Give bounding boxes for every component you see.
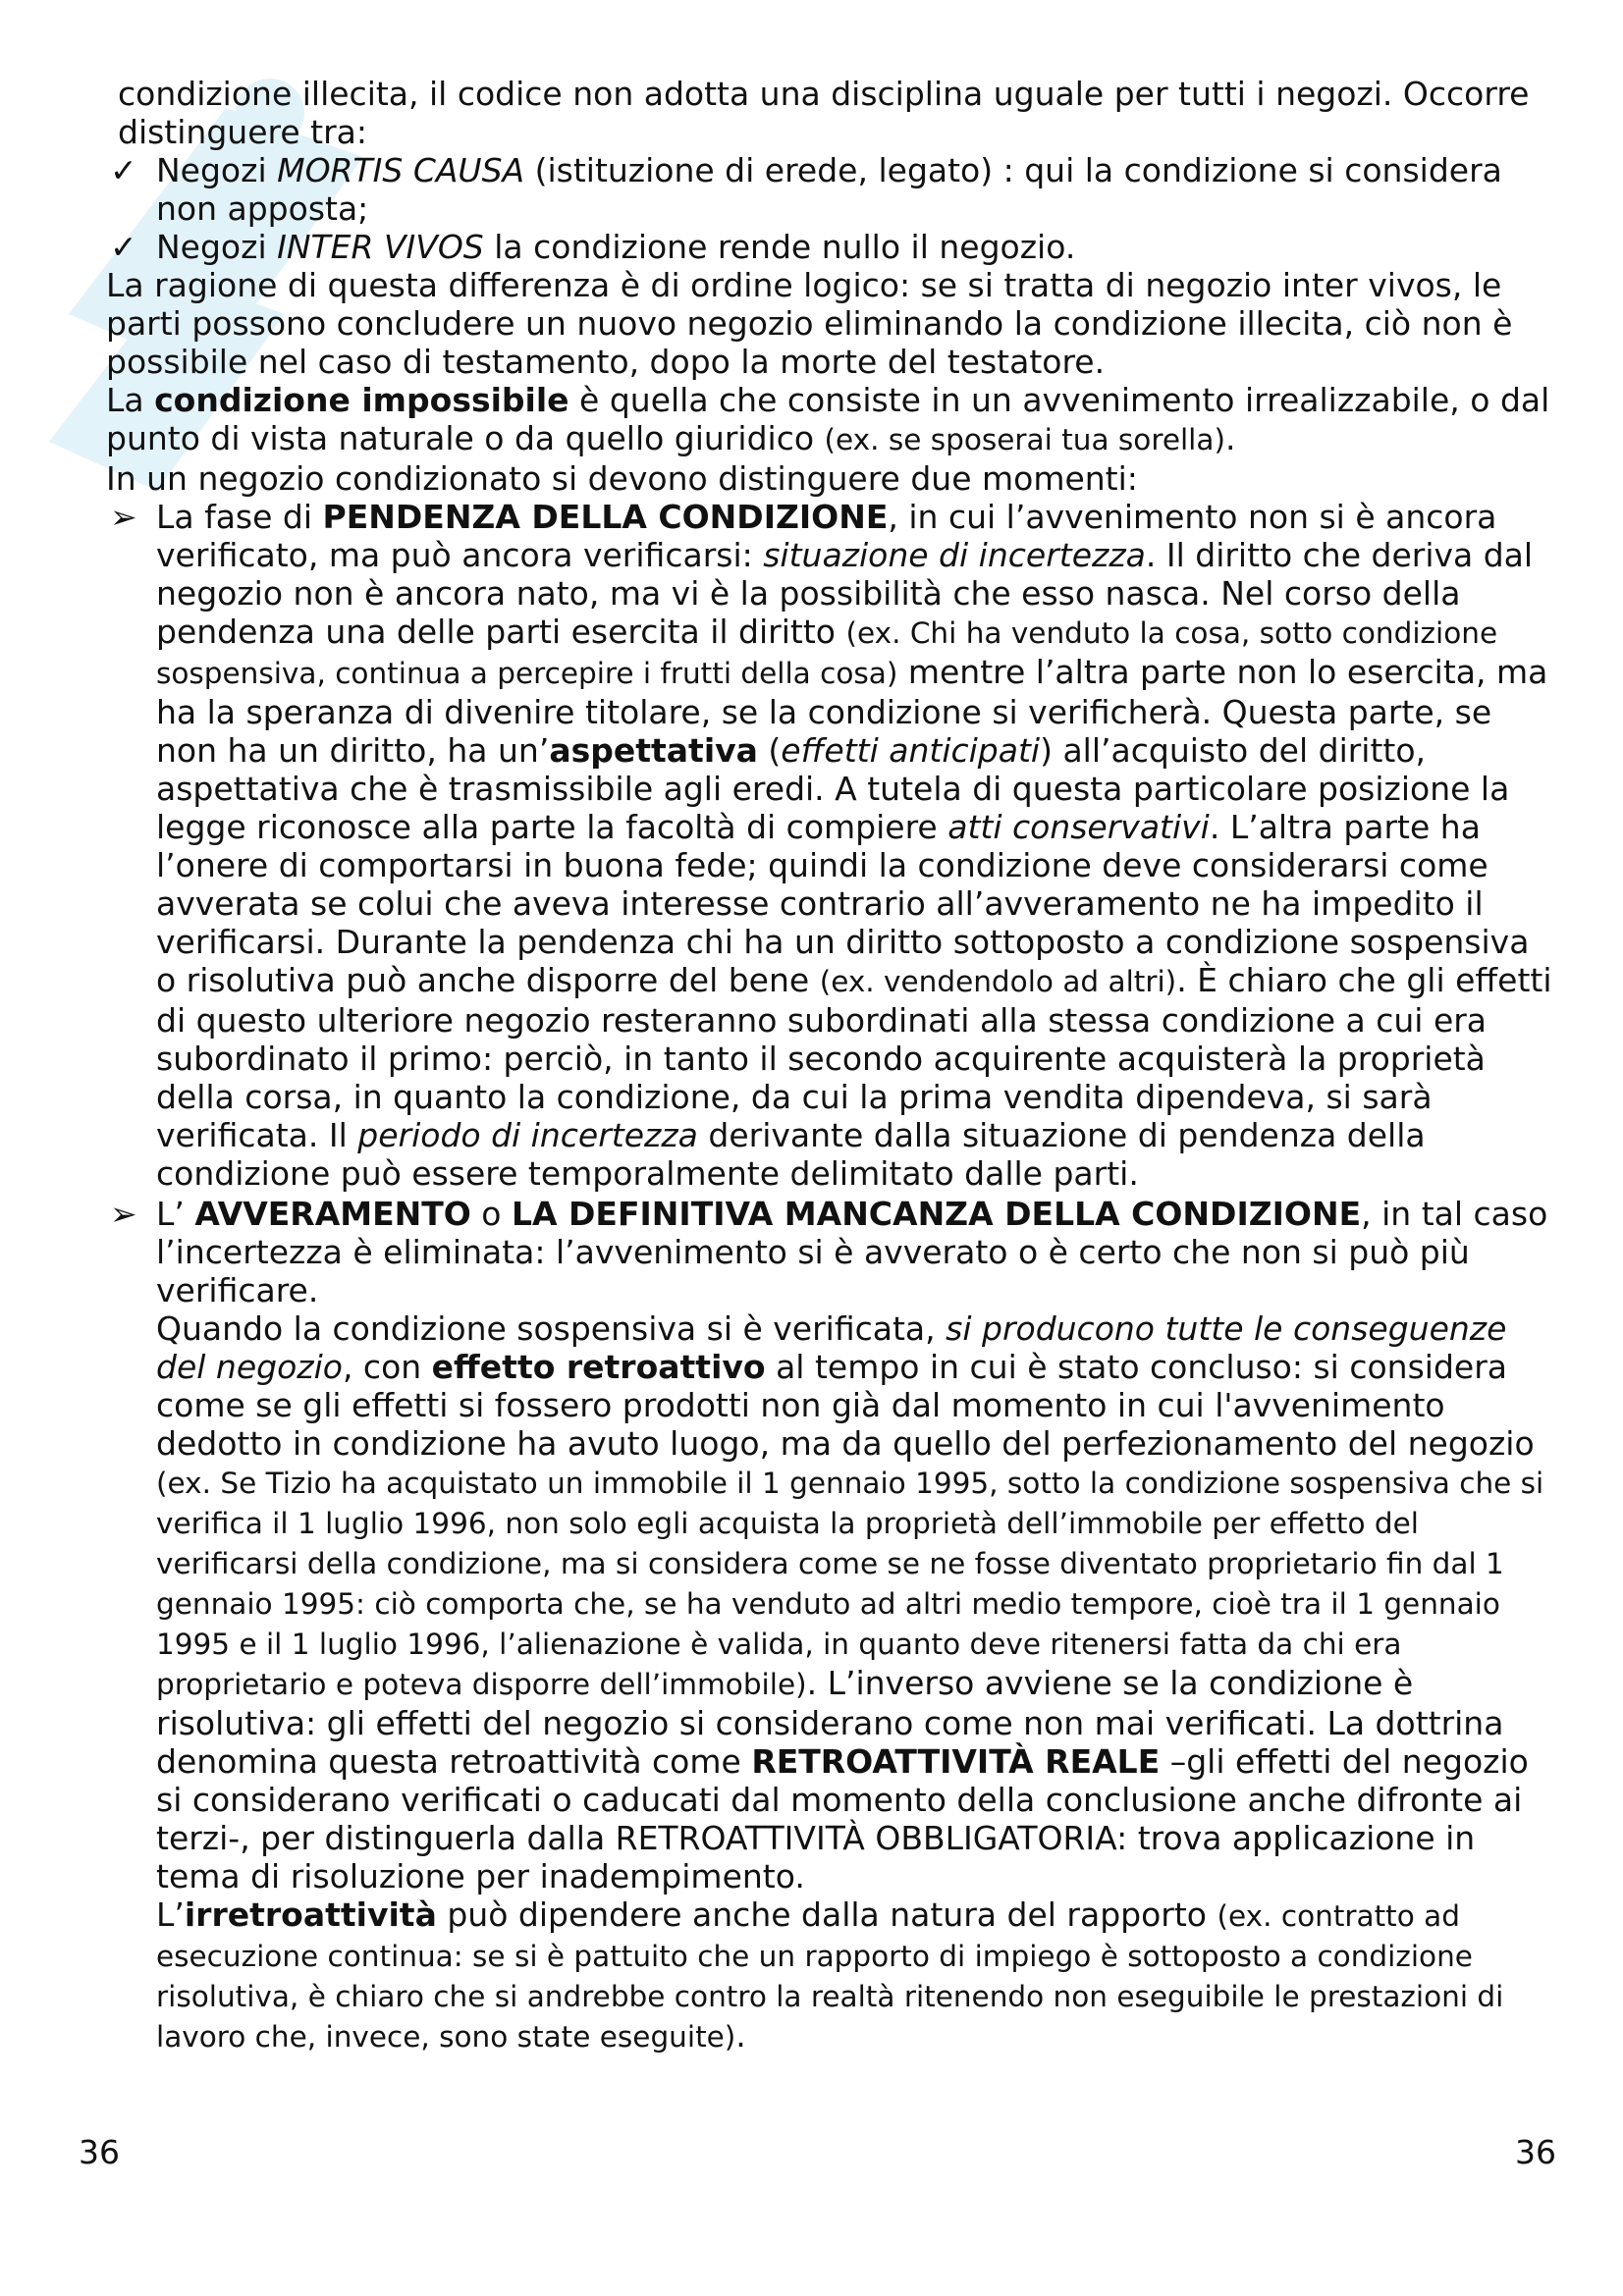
checkmark-icon: ✓ — [110, 228, 137, 266]
page-number-left: 36 — [79, 2133, 120, 2171]
paragraph-reason: La ragione di questa differenza è di ordine logico: se si tratta di negozio inter vivos, le parti possono concludere un nuovo negozio eliminando la condizione illecita, ciò non è possibile nel caso di testamento, dopo la morte del testatore. — [106, 266, 1513, 381]
document-page — [106, 75, 1559, 2056]
paragraph-retroactive-effect: Quando la condizione sospensiva si è verificata, si producono tutte le conseguenze del negozio, con effetto retroattivo al tempo in cui è stato concluso: si considera come se gli effetti si fossero prodotti non già dal momento in cui l'avvenimento dedotto in condizione ha avuto luogo, ma da quello del perfezionamento del negozio (ex. Se Tizio ha acquistato un immobile il 1 gennaio 1995, sotto la condizione sospensiva che si verifica il 1 luglio 1996, non solo egli acquista la proprietà dell’immobile per effetto del verificarsi della condizione, ma si considera come se ne fosse diventato proprietario fin dal 1 gennaio 1995: ciò comporta che, se ha venduto ad altri medio tempore, cioè tra il 1 gennaio 1995 e il 1 luglio 1996, l’alienazione è valida, in quanto deve ritenersi fatta da chi era proprietario e poteva disporre dell’immobile). L’inverso avviene se la condizione è risolutiva: gli effetti del negozio si considerano come non mai verificati. La dottrina denomina questa retroattività come RETROATTIVITÀ REALE –gli effetti del negozio si considerano verificati o caducati dal momento della conclusione anche difronte ai terzi-, per distinguerla dalla RETROATTIVITÀ OBBLIGATORIA: trova applicazione in tema di risoluzione per inadempimento. — [156, 1309, 1544, 1896]
paragraph-two-moments: In un negozio condizionato si devono distinguere due momenti: — [106, 459, 1138, 498]
checkmark-icon: ✓ — [110, 151, 137, 189]
list-item-avveramento: ➢ L’ AVVERAMENTO o LA DEFINITIVA MANCANZA DELLA CONDIZIONE, in tal caso l’incertezza è eliminata: l’avvenimento si è avverato o è certo che non si può più verificare. Quando la condizione sospensiva si è verificata, si producono tutte le conseguenze del negozio, con effetto retroattivo al tempo in cui è stato concluso: si considera come se gli effetti si fossero prodotti non già dal momento in cui l'avvenimento dedotto in condizione ha avuto luogo, ma da quello del perfezionamento del negozio (ex. Se Tizio ha acquistato un immobile il 1 gennaio 1995, sotto la condizione sospensiva che si verifica il 1 luglio 1996, non solo egli acquista la proprietà dell’immobile per effetto del verificarsi della condizione, ma si considera come se ne fosse diventato proprietario fin dal 1 gennaio 1995: ciò comporta che, se ha venduto ad altri medio tempore, cioè tra il 1 gennaio 1995 e il 1 luglio 1996, l’alienazione è valida, in quanto deve ritenersi fatta da chi era proprietario e poteva disporre dell’immobile). L’inverso avviene se la condizione è risolutiva: gli effetti del negozio si considerano come non mai verificati. La dottrina denomina questa retroattività come RETROATTIVITÀ REALE –gli effetti del negozio si considerano verificati o caducati dal momento della conclusione anche difronte ai terzi-, per distinguerla dalla RETROATTIVITÀ OBBLIGATORIA: trova applicazione in tema di risoluzione per inadempimento. L’irretroattività può dipendere anche dalla natura del rapporto (ex. contratto ad esecuzione continua: se si è pattuito che un rapporto di impiego è sottoposto a condizione risolutiva, è chiaro che si andrebbe contro la realtà ritenendo non eseguibile le prestazioni di lavoro che, invece, sono state eseguite). — [106, 1195, 1559, 2056]
list-item: ✓ Negozi INTER VIVOS la condizione rende nullo il negozio. — [110, 228, 1076, 266]
list-item-pendenza: ➢ La fase di PENDENZA DELLA CONDIZIONE, in cui l’avvenimento non si è ancora verificato, ma può ancora verificarsi: situazione di incertezza. Il diritto che deriva dal negozio non è ancora nato, ma vi è la possibilità che esso nasca. Nel corso della pendenza una delle parti esercita il diritto (ex. Chi ha venduto la cosa, sotto condizione sospensiva, continua a percepire i frutti della cosa) mentre l’altra parte non lo esercita, ma ha la speranza di divenire titolare, se la condizione si verificherà. Questa parte, se non ha un diritto, ha un’aspettativa (effetti anticipati) all’acquisto del diritto, aspettativa che è trasmissibile agli eredi. A tutela di questa particolare posizione la legge riconosce alla parte la facoltà di compiere atti conservativi. L’altra parte ha l’onere di comportarsi in buona fede; quindi la condizione deve considerarsi come avverata se colui che aveva interesse contrario all’avveramento ne ha impedito il verificarsi. Durante la pendenza chi ha un diritto sottoposto a condizione sospensiva o risolutiva può anche disporre del bene (ex. vendendolo ad altri). È chiaro che gli effetti di questo ulteriore negozio resteranno subordinati alla stessa condizione a cui era subordinato il primo: perciò, in tanto il secondo acquirente acquisterà la proprietà della corsa, in quanto la condizione, da cui la prima vendita dipendeva, si sarà verificata. Il periodo di incertezza derivante dalla situazione di pendenza della condizione può essere temporalmente delimitato dalle parti. — [110, 498, 1552, 1193]
checklist — [106, 151, 1559, 266]
paragraph-intro: condizione illecita, il codice non adotta una disciplina uguale per tutti i negozi. Occorre distinguere tra: — [118, 75, 1530, 151]
arrow-bullet-icon: ➢ — [110, 1195, 137, 1233]
page-number-right: 36 — [1515, 2133, 1556, 2171]
paragraph-irretroactivity: L’irretroattività può dipendere anche dalla natura del rapporto (ex. contratto ad esecuzione continua: se si è pattuito che un rapporto di impiego è sottoposto a condizione risolutiva, è chiaro che si andrebbe contro la realtà ritenendo non eseguibile le prestazioni di lavoro che, invece, sono state eseguite). — [156, 1896, 1504, 2055]
paragraph-impossible-condition: La condizione impossibile è quella che consiste in un avvenimento irrealizzabile, o dal punto di vista naturale o da quello giuridico (ex. se sposerai tua sorella). — [106, 381, 1550, 457]
list-item: ✓ Negozi MORTIS CAUSA (istituzione di erede, legato) : qui la condizione si considera non apposta; — [110, 151, 1502, 228]
arrow-bullet-icon: ➢ — [110, 498, 137, 536]
